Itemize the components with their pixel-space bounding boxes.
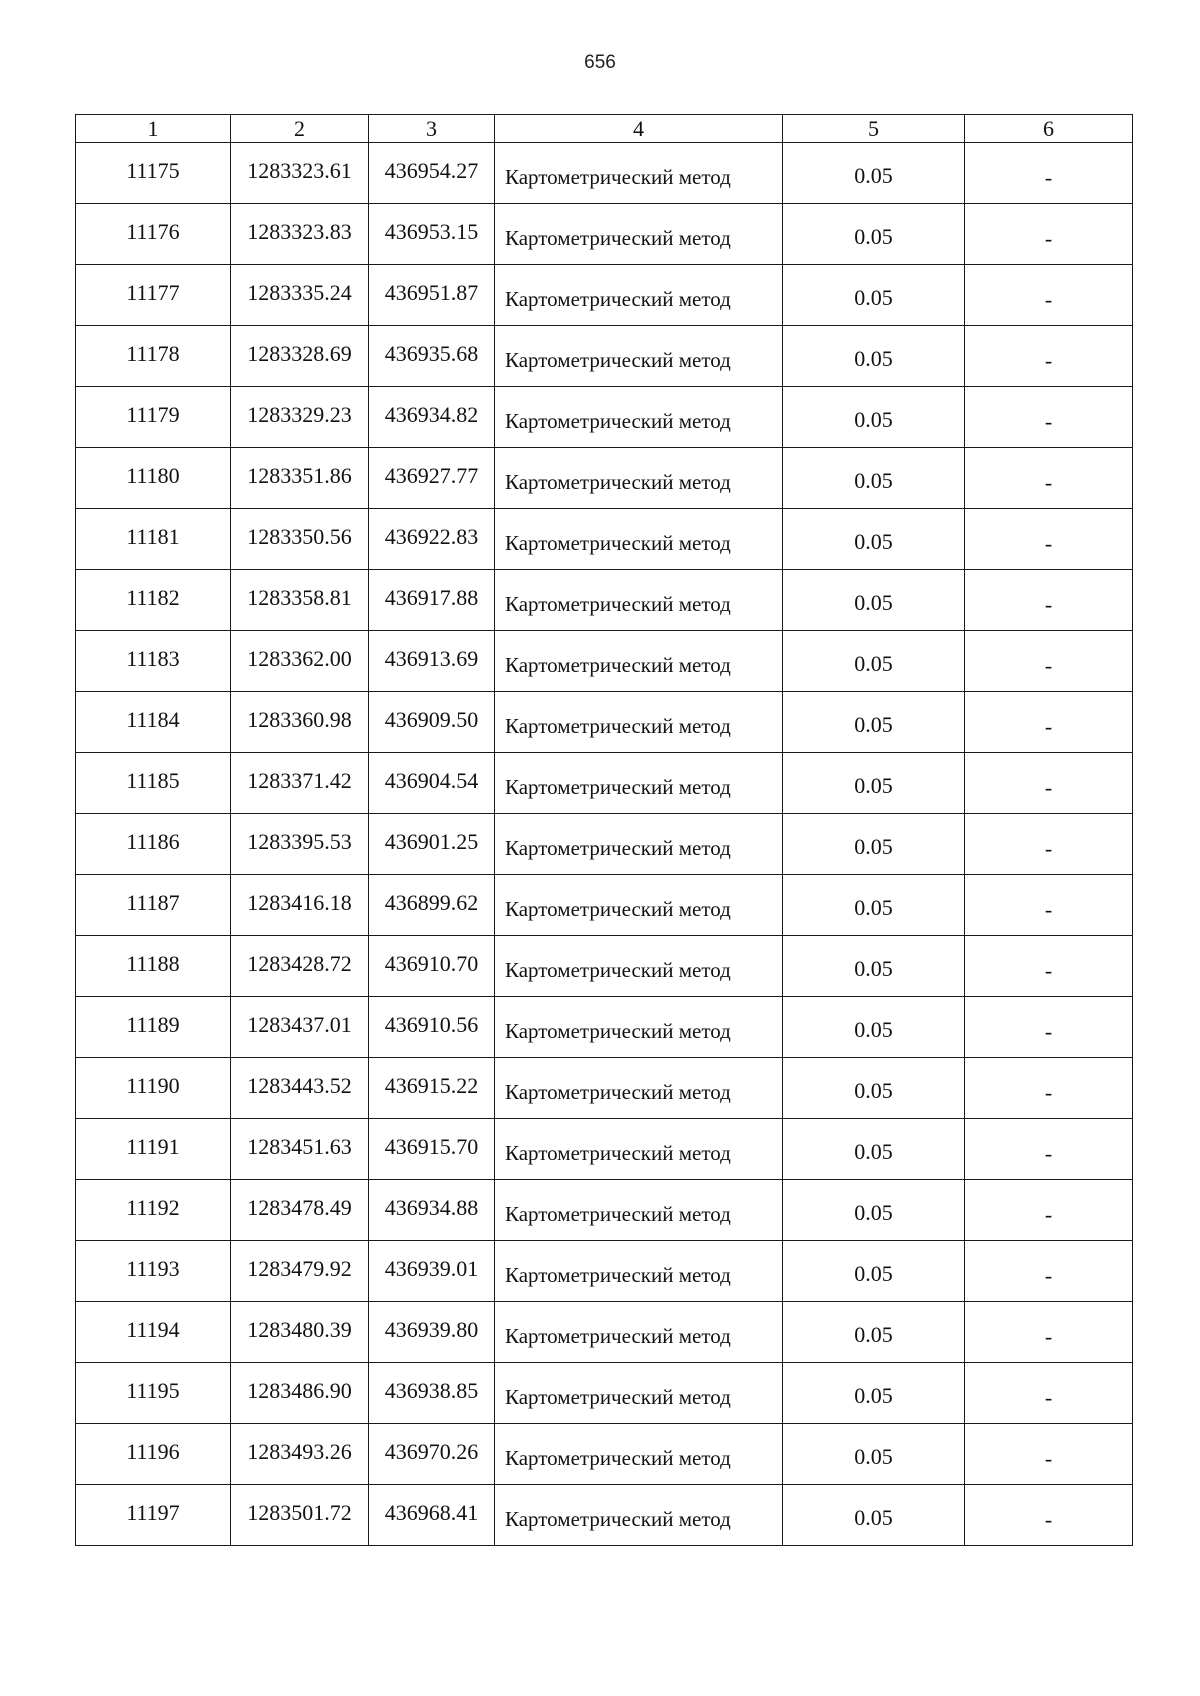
x-coordinate-cell: 1283428.72 bbox=[231, 936, 369, 997]
accuracy-cell: 0.05 bbox=[783, 814, 965, 875]
method-cell: Картометрический метод bbox=[495, 143, 783, 204]
column-header: 4 bbox=[495, 115, 783, 143]
accuracy-cell: 0.05 bbox=[783, 265, 965, 326]
accuracy-cell: 0.05 bbox=[783, 875, 965, 936]
x-coordinate-cell: 1283323.83 bbox=[231, 204, 369, 265]
x-coordinate-cell: 1283358.81 bbox=[231, 570, 369, 631]
page-number: 656 bbox=[584, 52, 616, 73]
y-coordinate-cell: 436913.69 bbox=[369, 631, 495, 692]
table-row bbox=[76, 143, 1133, 204]
note-cell: - bbox=[965, 1363, 1133, 1424]
accuracy-cell: 0.05 bbox=[783, 1424, 965, 1485]
y-coordinate-cell: 436915.22 bbox=[369, 1058, 495, 1119]
method-cell: Картометрический метод bbox=[495, 1119, 783, 1180]
column-header: 6 bbox=[965, 115, 1133, 143]
note-cell: - bbox=[965, 570, 1133, 631]
table-row bbox=[76, 692, 1133, 753]
column-header: 3 bbox=[369, 115, 495, 143]
header-row bbox=[76, 115, 1133, 143]
table-row bbox=[76, 1363, 1133, 1424]
method-cell: Картометрический метод bbox=[495, 326, 783, 387]
point-number-cell: 11189 bbox=[76, 997, 231, 1058]
x-coordinate-cell: 1283360.98 bbox=[231, 692, 369, 753]
note-cell: - bbox=[965, 326, 1133, 387]
note-cell: - bbox=[965, 265, 1133, 326]
y-coordinate-cell: 436909.50 bbox=[369, 692, 495, 753]
method-cell: Картометрический метод bbox=[495, 509, 783, 570]
accuracy-cell: 0.05 bbox=[783, 936, 965, 997]
accuracy-cell: 0.05 bbox=[783, 1058, 965, 1119]
table-row bbox=[76, 448, 1133, 509]
point-number-cell: 11187 bbox=[76, 875, 231, 936]
y-coordinate-cell: 436935.68 bbox=[369, 326, 495, 387]
x-coordinate-cell: 1283351.86 bbox=[231, 448, 369, 509]
table-row bbox=[76, 570, 1133, 631]
table-row bbox=[76, 814, 1133, 875]
note-cell: - bbox=[965, 814, 1133, 875]
note-cell: - bbox=[965, 448, 1133, 509]
table-row bbox=[76, 997, 1133, 1058]
y-coordinate-cell: 436951.87 bbox=[369, 265, 495, 326]
y-coordinate-cell: 436954.27 bbox=[369, 143, 495, 204]
point-number-cell: 11180 bbox=[76, 448, 231, 509]
note-cell: - bbox=[965, 692, 1133, 753]
y-coordinate-cell: 436922.83 bbox=[369, 509, 495, 570]
note-cell: - bbox=[965, 1302, 1133, 1363]
table-row bbox=[76, 936, 1133, 997]
note-cell: - bbox=[965, 1424, 1133, 1485]
method-cell: Картометрический метод bbox=[495, 1241, 783, 1302]
y-coordinate-cell: 436904.54 bbox=[369, 753, 495, 814]
x-coordinate-cell: 1283350.56 bbox=[231, 509, 369, 570]
method-cell: Картометрический метод bbox=[495, 265, 783, 326]
method-cell: Картометрический метод bbox=[495, 997, 783, 1058]
accuracy-cell: 0.05 bbox=[783, 631, 965, 692]
point-number-cell: 11197 bbox=[76, 1485, 231, 1546]
method-cell: Картометрический метод bbox=[495, 1180, 783, 1241]
note-cell: - bbox=[965, 936, 1133, 997]
point-number-cell: 11195 bbox=[76, 1363, 231, 1424]
table-row bbox=[76, 1180, 1133, 1241]
table-row bbox=[76, 1241, 1133, 1302]
method-cell: Картометрический метод bbox=[495, 631, 783, 692]
y-coordinate-cell: 436927.77 bbox=[369, 448, 495, 509]
coordinates-table bbox=[75, 114, 1133, 1546]
table-row bbox=[76, 1119, 1133, 1180]
y-coordinate-cell: 436953.15 bbox=[369, 204, 495, 265]
note-cell: - bbox=[965, 631, 1133, 692]
x-coordinate-cell: 1283493.26 bbox=[231, 1424, 369, 1485]
method-cell: Картометрический метод bbox=[495, 1058, 783, 1119]
point-number-cell: 11176 bbox=[76, 204, 231, 265]
accuracy-cell: 0.05 bbox=[783, 1119, 965, 1180]
x-coordinate-cell: 1283395.53 bbox=[231, 814, 369, 875]
x-coordinate-cell: 1283328.69 bbox=[231, 326, 369, 387]
method-cell: Картометрический метод bbox=[495, 875, 783, 936]
y-coordinate-cell: 436970.26 bbox=[369, 1424, 495, 1485]
y-coordinate-cell: 436899.62 bbox=[369, 875, 495, 936]
note-cell: - bbox=[965, 509, 1133, 570]
point-number-cell: 11194 bbox=[76, 1302, 231, 1363]
table-header bbox=[76, 115, 1133, 143]
point-number-cell: 11186 bbox=[76, 814, 231, 875]
column-header: 2 bbox=[231, 115, 369, 143]
table-row bbox=[76, 1302, 1133, 1363]
method-cell: Картометрический метод bbox=[495, 753, 783, 814]
point-number-cell: 11196 bbox=[76, 1424, 231, 1485]
table-row bbox=[76, 1424, 1133, 1485]
table-row bbox=[76, 753, 1133, 814]
point-number-cell: 11193 bbox=[76, 1241, 231, 1302]
point-number-cell: 11182 bbox=[76, 570, 231, 631]
method-cell: Картометрический метод bbox=[495, 387, 783, 448]
accuracy-cell: 0.05 bbox=[783, 753, 965, 814]
y-coordinate-cell: 436934.82 bbox=[369, 387, 495, 448]
note-cell: - bbox=[965, 204, 1133, 265]
x-coordinate-cell: 1283478.49 bbox=[231, 1180, 369, 1241]
point-number-cell: 11192 bbox=[76, 1180, 231, 1241]
point-number-cell: 11183 bbox=[76, 631, 231, 692]
method-cell: Картометрический метод bbox=[495, 692, 783, 753]
x-coordinate-cell: 1283323.61 bbox=[231, 143, 369, 204]
method-cell: Картометрический метод bbox=[495, 814, 783, 875]
table-row bbox=[76, 265, 1133, 326]
table-row bbox=[76, 387, 1133, 448]
note-cell: - bbox=[965, 1485, 1133, 1546]
x-coordinate-cell: 1283416.18 bbox=[231, 875, 369, 936]
y-coordinate-cell: 436910.56 bbox=[369, 997, 495, 1058]
point-number-cell: 11185 bbox=[76, 753, 231, 814]
point-number-cell: 11178 bbox=[76, 326, 231, 387]
accuracy-cell: 0.05 bbox=[783, 326, 965, 387]
x-coordinate-cell: 1283362.00 bbox=[231, 631, 369, 692]
y-coordinate-cell: 436968.41 bbox=[369, 1485, 495, 1546]
accuracy-cell: 0.05 bbox=[783, 570, 965, 631]
method-cell: Картометрический метод bbox=[495, 1302, 783, 1363]
accuracy-cell: 0.05 bbox=[783, 204, 965, 265]
x-coordinate-cell: 1283451.63 bbox=[231, 1119, 369, 1180]
table-row bbox=[76, 875, 1133, 936]
method-cell: Картометрический метод bbox=[495, 1485, 783, 1546]
point-number-cell: 11177 bbox=[76, 265, 231, 326]
y-coordinate-cell: 436910.70 bbox=[369, 936, 495, 997]
accuracy-cell: 0.05 bbox=[783, 387, 965, 448]
x-coordinate-cell: 1283486.90 bbox=[231, 1363, 369, 1424]
x-coordinate-cell: 1283480.39 bbox=[231, 1302, 369, 1363]
accuracy-cell: 0.05 bbox=[783, 692, 965, 753]
accuracy-cell: 0.05 bbox=[783, 509, 965, 570]
y-coordinate-cell: 436915.70 bbox=[369, 1119, 495, 1180]
accuracy-cell: 0.05 bbox=[783, 1241, 965, 1302]
note-cell: - bbox=[965, 1058, 1133, 1119]
x-coordinate-cell: 1283371.42 bbox=[231, 753, 369, 814]
point-number-cell: 11188 bbox=[76, 936, 231, 997]
point-number-cell: 11179 bbox=[76, 387, 231, 448]
y-coordinate-cell: 436934.88 bbox=[369, 1180, 495, 1241]
method-cell: Картометрический метод bbox=[495, 1424, 783, 1485]
y-coordinate-cell: 436939.01 bbox=[369, 1241, 495, 1302]
y-coordinate-cell: 436917.88 bbox=[369, 570, 495, 631]
accuracy-cell: 0.05 bbox=[783, 1485, 965, 1546]
method-cell: Картометрический метод bbox=[495, 1363, 783, 1424]
x-coordinate-cell: 1283501.72 bbox=[231, 1485, 369, 1546]
column-header: 1 bbox=[76, 115, 231, 143]
method-cell: Картометрический метод bbox=[495, 448, 783, 509]
note-cell: - bbox=[965, 1241, 1133, 1302]
note-cell: - bbox=[965, 1119, 1133, 1180]
point-number-cell: 11191 bbox=[76, 1119, 231, 1180]
note-cell: - bbox=[965, 997, 1133, 1058]
y-coordinate-cell: 436939.80 bbox=[369, 1302, 495, 1363]
accuracy-cell: 0.05 bbox=[783, 1302, 965, 1363]
accuracy-cell: 0.05 bbox=[783, 1363, 965, 1424]
note-cell: - bbox=[965, 875, 1133, 936]
x-coordinate-cell: 1283443.52 bbox=[231, 1058, 369, 1119]
accuracy-cell: 0.05 bbox=[783, 448, 965, 509]
note-cell: - bbox=[965, 143, 1133, 204]
accuracy-cell: 0.05 bbox=[783, 1180, 965, 1241]
table-row bbox=[76, 509, 1133, 570]
method-cell: Картометрический метод bbox=[495, 204, 783, 265]
table-row bbox=[76, 631, 1133, 692]
table-row bbox=[76, 326, 1133, 387]
y-coordinate-cell: 436938.85 bbox=[369, 1363, 495, 1424]
note-cell: - bbox=[965, 387, 1133, 448]
note-cell: - bbox=[965, 753, 1133, 814]
column-header: 5 bbox=[783, 115, 965, 143]
point-number-cell: 11175 bbox=[76, 143, 231, 204]
x-coordinate-cell: 1283335.24 bbox=[231, 265, 369, 326]
y-coordinate-cell: 436901.25 bbox=[369, 814, 495, 875]
table-row bbox=[76, 204, 1133, 265]
point-number-cell: 11184 bbox=[76, 692, 231, 753]
note-cell: - bbox=[965, 1180, 1133, 1241]
accuracy-cell: 0.05 bbox=[783, 143, 965, 204]
point-number-cell: 11190 bbox=[76, 1058, 231, 1119]
x-coordinate-cell: 1283437.01 bbox=[231, 997, 369, 1058]
x-coordinate-cell: 1283479.92 bbox=[231, 1241, 369, 1302]
point-number-cell: 11181 bbox=[76, 509, 231, 570]
method-cell: Картометрический метод bbox=[495, 570, 783, 631]
method-cell: Картометрический метод bbox=[495, 936, 783, 997]
table-row bbox=[76, 1485, 1133, 1546]
x-coordinate-cell: 1283329.23 bbox=[231, 387, 369, 448]
accuracy-cell: 0.05 bbox=[783, 997, 965, 1058]
table-body bbox=[76, 143, 1133, 1546]
table-row bbox=[76, 1058, 1133, 1119]
